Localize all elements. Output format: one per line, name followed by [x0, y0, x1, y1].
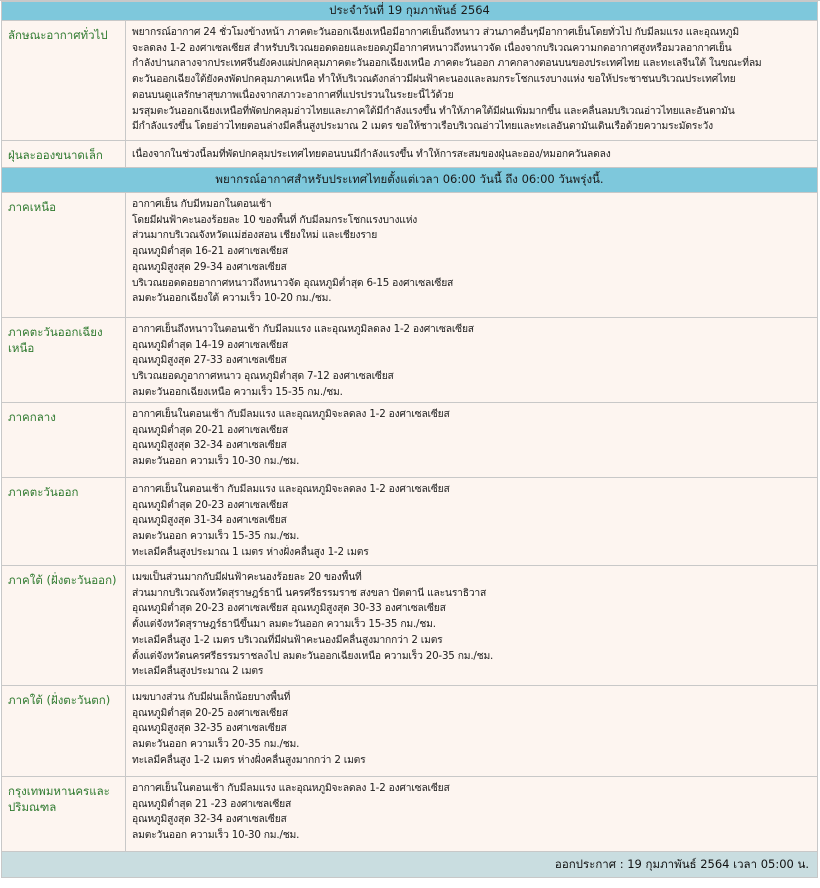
text-line: เมฆเป็นส่วนมากกับมีฝนฟ้าคะนองร้อยละ 20 ของพื้นที่	[132, 571, 362, 583]
text-line: อากาศเย็นในตอนเช้า กับมีลมแรง และอุณหภูมิจะลดลง 1-2 องศาเซลเซียส	[132, 408, 450, 420]
forecast-table	[1, 1, 818, 878]
dust-text	[126, 141, 818, 168]
text-line: อากาศเย็นถึงหนาวในตอนเช้า กับมีลมแรง และอุณหภูมิลดลง 1-2 องศาเซลเซียส	[132, 323, 474, 335]
region-label: ภาคใต้ (ฝั่งตะวันออก)	[2, 566, 126, 686]
region-label-line: ภาคตะวันออกเฉียง	[8, 325, 103, 339]
text-line: ลมตะวันออก ความเร็ว 20-35 กม./ชม.	[132, 738, 300, 751]
region-label-line: เหนือ	[8, 341, 35, 355]
region-label: ภาคกลาง	[2, 403, 126, 478]
text-line: อากาศเย็นในตอนเช้า กับมีลมแรง และอุณหภูมิจะลดลง 1-2 องศาเซลเซียส	[132, 483, 450, 495]
region-label	[2, 777, 126, 852]
text-line: อุณหภูมิสูงสุด 27-33 องศาเซลเซียส	[132, 354, 287, 367]
region-label-line: ปริมณฑล	[8, 800, 57, 814]
region-forecast	[126, 686, 818, 777]
general-text	[126, 21, 818, 141]
region-row	[2, 478, 818, 566]
text-line: กำลังปานกลางจากประเทศจีนยังคงแผ่ปกคลุมภาคตะวันออกเฉียงเหนือ ภาคตะวันออก ภาคกลางตอนบนของประเทศไทย และทะเลจีนใต้ ในขณะที่ลม	[132, 57, 762, 70]
region-label-line: กรุงเทพมหานครและ	[8, 784, 110, 798]
text-line: อุณหภูมิต่ำสุด 20-21 องศาเซลเซียส	[132, 423, 288, 436]
text-line: อากาศเย็น กับมีหมอกในตอนเช้า	[132, 198, 272, 210]
general-row	[2, 21, 818, 141]
text-line: ลมตะวันออกเฉียงใต้ ความเร็ว 10-20 กม./ชม.	[132, 292, 332, 305]
date-header: ประจำวันที่ 19 กุมภาพันธ์ 2564	[2, 2, 818, 21]
text-line: บริเวณยอดดอยอากาศหนาวถึงหนาวจัด อุณหภูมิต่ำสุด 6-15 องศาเซลเซียส	[132, 276, 454, 289]
text-line: ตั้งแต่จังหวัดสุราษฎร์ธานีขึ้นมา ลมตะวันออก ความเร็ว 15-35 กม./ชม.	[132, 618, 436, 631]
region-label: ภาคเหนือ	[2, 193, 126, 318]
text-line: อุณหภูมิต่ำสุด 14-19 องศาเซลเซียส	[132, 338, 288, 351]
text-line: เนื่องจากในช่วงนี้ลมที่พัดปกคลุมประเทศไทยตอนบนมีกำลังแรงขึ้น ทำให้การสะสมของฝุ่นละออง/หมอกควันลดลง	[132, 148, 611, 160]
text-line: อุณหภูมิต่ำสุด 20-23 องศาเซลเซียส	[132, 498, 288, 511]
text-line: ส่วนมากบริเวณจังหวัดสุราษฎร์ธานี นครศรีธรรมราช สงขลา ปัตตานี และนราธิวาส	[132, 586, 487, 599]
text-line: ตะวันออกเฉียงใต้ยังคงพัดปกคลุมภาคเหนือ ทำให้บริเวณดังกล่าวมีฝนฟ้าคะนองและลมกระโชกแรงบางแห่ง ขอให้ประชาชนบริเวณประเทศไทย	[132, 73, 736, 86]
region-row	[2, 318, 818, 403]
region-forecast	[126, 318, 818, 403]
general-label: ลักษณะอากาศทั่วไป	[2, 21, 126, 141]
region-forecast	[126, 777, 818, 852]
region-row	[2, 686, 818, 777]
text-line: อุณหภูมิสูงสุด 31-34 องศาเซลเซียส	[132, 514, 287, 527]
region-forecast	[126, 403, 818, 478]
text-line: ส่วนมากบริเวณจังหวัดแม่ฮ่องสอน เชียงใหม่ และเชียงราย	[132, 229, 378, 242]
text-line: ทะเลมีคลื่นสูงประมาณ 2 เมตร	[132, 665, 264, 678]
region-forecast	[126, 193, 818, 318]
text-line: อุณหภูมิสูงสุด 32-35 องศาเซลเซียส	[132, 722, 287, 735]
text-line: ลมตะวันออกเฉียงเหนือ ความเร็ว 15-35 กม./ชม.	[132, 385, 343, 398]
text-line: อุณหภูมิต่ำสุด 20-25 องศาเซลเซียส	[132, 706, 288, 719]
text-line: ทะเลมีคลื่นสูงประมาณ 1 เมตร ห่างฝั่งคลื่นสูง 1-2 เมตร	[132, 545, 369, 558]
region-label: ภาคใต้ (ฝั่งตะวันตก)	[2, 686, 126, 777]
text-line: เมฆบางส่วน กับมีฝนเล็กน้อยบางพื้นที่	[132, 691, 291, 703]
region-row	[2, 777, 818, 852]
text-line: อุณหภูมิสูงสุด 29-34 องศาเซลเซียส	[132, 260, 287, 273]
text-line: ลมตะวันออก ความเร็ว 10-30 กม./ชม.	[132, 829, 300, 842]
text-line: ทะเลมีคลื่นสูง 1-2 เมตร ห่างฝั่งคลื่นสูงมากกว่า 2 เมตร	[132, 753, 366, 766]
text-line: มีกำลังแรงขึ้น โดยอ่าวไทยตอนล่างมีคลื่นสูงประมาณ 2 เมตร ขอให้ชาวเรือบริเวณอ่าวไทยและทะเลอันดามันเดินเรือด้วยความระมัดระวัง	[132, 120, 713, 133]
dust-label: ฝุ่นละอองขนาดเล็ก	[2, 141, 126, 168]
issued-footer: ออกประกาศ : 19 กุมภาพันธ์ 2564 เวลา 05:00 น.	[2, 852, 818, 878]
region-forecast	[126, 478, 818, 566]
forecast-band: พยากรณ์อากาศสำหรับประเทศไทยตั้งแต่เวลา 06:00 วันนี้ ถึง 06:00 วันพรุ่งนี้.	[2, 168, 818, 193]
text-line: ตอนบนดูแลรักษาสุขภาพเนื่องจากสภาวะอากาศที่แปรปรวนในระยะนี้ไว้ด้วย	[132, 88, 454, 101]
region-row	[2, 193, 818, 318]
dust-row	[2, 141, 818, 168]
text-line: อุณหภูมิสูงสุด 32-34 องศาเซลเซียส	[132, 439, 287, 452]
text-line: ตั้งแต่จังหวัดนครศรีธรรมราชลงไป ลมตะวันออกเฉียงเหนือ ความเร็ว 20-35 กม./ชม.	[132, 649, 494, 662]
text-line: อากาศเย็นในตอนเช้า กับมีลมแรง และอุณหภูมิจะลดลง 1-2 องศาเซลเซียส	[132, 782, 450, 794]
region-row	[2, 403, 818, 478]
text-line: โดยมีฝนฟ้าคะนองร้อยละ 10 ของพื้นที่ กับมีลมกระโชกแรงบางแห่ง	[132, 213, 418, 226]
text-line: บริเวณยอดภูอากาศหนาว อุณหภูมิต่ำสุด 7-12 องศาเซลเซียส	[132, 370, 394, 383]
text-line: อุณหภูมิสูงสุด 32-34 องศาเซลเซียส	[132, 813, 287, 826]
text-line: อุณหภูมิต่ำสุด 16-21 องศาเซลเซียส	[132, 245, 288, 258]
region-label: ภาคตะวันออก	[2, 478, 126, 566]
region-label	[2, 318, 126, 403]
text-line: จะลดลง 1-2 องศาเซลเซียส สำหรับบริเวณยอดดอยและยอดภูมีอากาศหนาวถึงหนาวจัด เนื่องจากบริเวณความกดอากาศสูงหรือมวลอากาศเย็น	[132, 41, 732, 54]
region-forecast	[126, 566, 818, 686]
text-line: อุณหภูมิต่ำสุด 21 -23 องศาเซลเซียส	[132, 797, 292, 810]
text-line: พยากรณ์อากาศ 24 ชั่วโมงข้างหน้า ภาคตะวันออกเฉียงเหนือมีอากาศเย็นถึงหนาว ส่วนภาคอื่นๆมีอากาศเย็นโดยทั่วไป กับมีลมแรง และอุณหภูมิ	[132, 26, 739, 38]
text-line: มรสุมตะวันออกเฉียงเหนือที่พัดปกคลุมอ่าวไทยและภาคใต้มีกำลังแรงขึ้น ทำให้ภาคใต้มีฝนเพิ่มมากขึ้น และคลื่นลมบริเวณอ่าวไทยและอันดามัน	[132, 104, 735, 117]
region-row	[2, 566, 818, 686]
text-line: ทะเลมีคลื่นสูง 1-2 เมตร บริเวณที่มีฝนฟ้าคะนองมีคลื่นสูงมากกว่า 2 เมตร	[132, 633, 443, 646]
text-line: ลมตะวันออก ความเร็ว 10-30 กม./ชม.	[132, 455, 300, 468]
text-line: ลมตะวันออก ความเร็ว 15-35 กม./ชม.	[132, 530, 300, 543]
text-line: อุณหภูมิต่ำสุด 20-23 องศาเซลเซียส อุณหภูมิสูงสุด 30-33 องศาเซลเซียส	[132, 602, 446, 615]
